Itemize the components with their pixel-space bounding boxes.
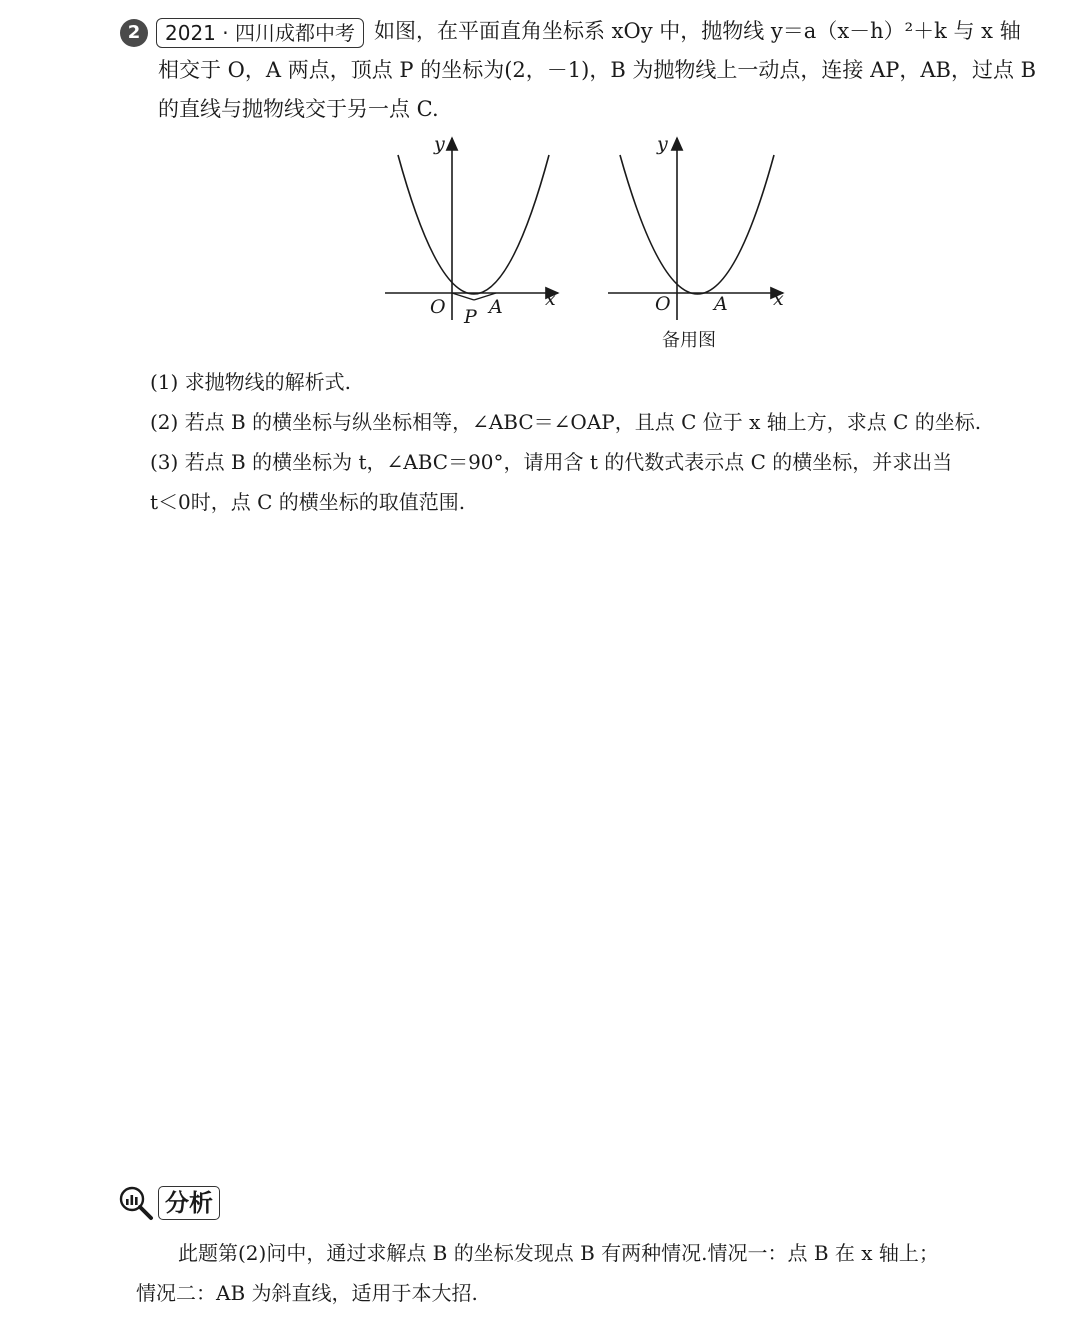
left-figure [385, 133, 558, 328]
right-y-label: y [657, 133, 668, 155]
magnifier-chart-icon [118, 1185, 154, 1221]
analysis-line-2: 情况二：AB 为斜直线，适用于本大招. [136, 1281, 478, 1305]
figure-caption: 备用图 [662, 330, 716, 351]
analysis-body [118, 1233, 1018, 1313]
right-figure [608, 133, 784, 320]
analysis-header [118, 1183, 1018, 1223]
stem-line-3: 的直线与抛物线交于另一点 C. [158, 97, 439, 121]
right-x-label: x [773, 288, 784, 310]
stem-line-1: 如图，在平面直角坐标系 xOy 中，抛物线 y＝a（x－h）²＋k 与 x 轴 [373, 19, 1021, 43]
right-parabola [620, 155, 774, 294]
question-2: (2) 若点 B 的横坐标与纵坐标相等，∠ABC＝∠OAP，且点 C 位于 x 轴上方，求点 C 的坐标. [150, 410, 982, 434]
question-3: (3) 若点 B 的横坐标为 t，∠ABC＝90°，请用含 t 的代数式表示点 C 的横坐标，并求出当 [150, 450, 953, 474]
source-tag: 2021 · 四川成都中考 [156, 18, 364, 48]
left-vertex-label: P [464, 306, 477, 328]
question-3-continued: t＜0时，点 C 的横坐标的取值范围. [150, 490, 466, 514]
left-origin-label: O [430, 296, 446, 318]
left-y-label: y [434, 133, 445, 155]
problem-first-line [120, 12, 1035, 51]
problem-statement [120, 12, 1035, 129]
figures [380, 130, 800, 360]
left-point-a-label: A [489, 296, 503, 318]
problem-number-badge: 2 [120, 19, 148, 47]
left-parabola [398, 155, 549, 294]
analysis-line-1: 此题第(2)问中，通过求解点 B 的坐标发现点 B 有两种情况.情况一：点 B 在 x 轴上； [178, 1241, 939, 1265]
parabola-figures-svg [380, 130, 800, 330]
right-point-a-label: A [714, 293, 728, 315]
stem-line-2: 相交于 O，A 两点，顶点 P 的坐标为(2，－1)，B 为抛物线上一动点，连接 AP，AB，过点 B [158, 58, 1037, 82]
question-1: (1) 求抛物线的解析式. [150, 370, 352, 394]
analysis-title: 分析 [158, 1186, 220, 1220]
left-x-label: x [545, 288, 556, 310]
questions [150, 362, 1030, 522]
analysis-section [118, 1183, 1018, 1313]
right-origin-label: O [655, 293, 671, 315]
